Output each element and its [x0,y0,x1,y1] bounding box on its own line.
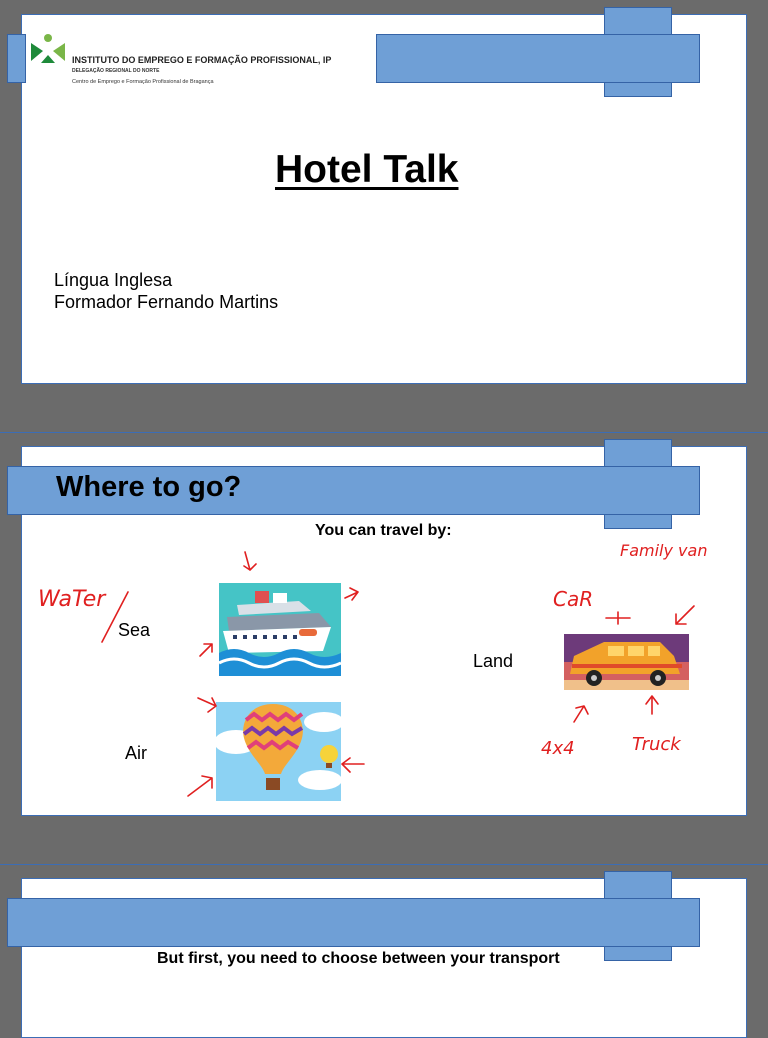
iefp-logo-icon [27,33,69,69]
handwritten-car: CaR [553,587,594,611]
arrow-icon [345,588,358,600]
slide-divider [0,432,768,433]
trainer-name: Formador Fernando Martins [54,292,279,312]
slide-heading: Where to go? [56,471,242,503]
handwritten-annotations [0,520,768,820]
handwritten-truck: Truck [632,734,681,755]
logo-caption: Centro de Emprego e Formação Profissional de Bragança [72,79,214,85]
handwritten-4x4: 4x4 [541,738,575,759]
handwritten-family-van: Family van [620,541,708,560]
slide-divider [0,864,768,865]
header-band [7,898,700,947]
arrow-icon [676,606,694,624]
arrow-icon [574,706,588,722]
arrow-icon [200,644,212,656]
slide-title: Hotel Talk [275,148,459,191]
arrow-icon [646,696,658,714]
intro-text: You can travel by: [315,522,452,539]
arrow-icon [244,552,256,570]
arrow-icon [198,698,216,712]
header-band [376,34,700,83]
arrow-icon [342,758,364,772]
label-air: Air [125,743,147,763]
logo-subtitle: DELEGAÇÃO REGIONAL DO NORTE [72,68,160,74]
logo-title: INSTITUTO DO EMPREGO E FORMAÇÃO PROFISSIONAL, IP [72,55,332,65]
slide-3-text: But first, you need to choose between your transport [157,950,560,967]
handwritten-water: WaTer [38,587,106,612]
arrow-icon [188,776,212,796]
left-accent-bar [7,34,26,83]
course-name: Língua Inglesa [54,270,173,290]
arrow-icon [606,612,630,624]
label-land: Land [473,651,514,671]
label-sea: Sea [118,620,151,640]
